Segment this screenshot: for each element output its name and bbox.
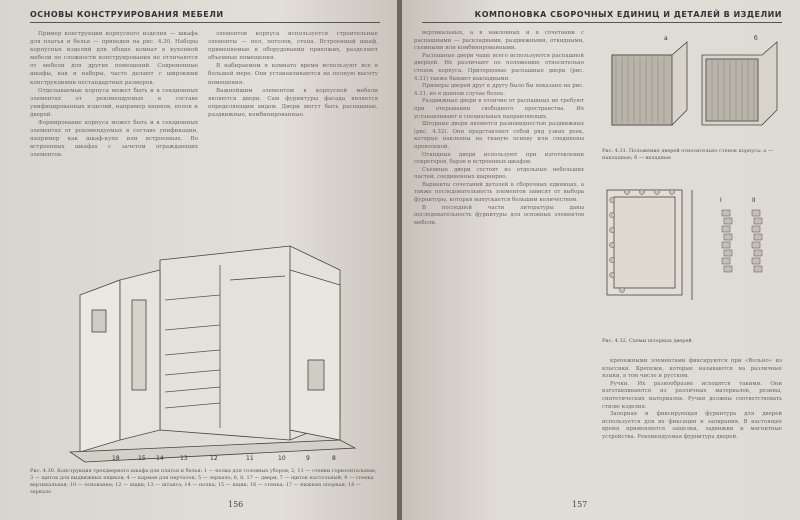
callout-label: 18 — [112, 455, 120, 462]
paragraph: Варианты сочетаний деталей в сборочных единицах, а также последовательность элементов зависят от выбора фурнитуры, которая выпускается большим количеством. — [414, 181, 584, 204]
paragraph: Распашные двери чаще всего используются распашной дверцей. Их различают по положению относительно стенок корпуса. Приторцовые распашные двери (рис. 4.31) также бывают накладными. — [414, 52, 584, 82]
callout-label: 15 — [138, 455, 146, 462]
left-column-1 — [30, 30, 198, 160]
figure-caption: Рис. 4.30. Конструкция трехдверного шкафа для платья и белья: 1 — полка для головных уборов; 2, 11 — стенки горизонтальные; 3 — щиток для выдвижных ящиков; 4 — карман для перчаток; 5 — зеркало; 6, 8, 17 — двери; 7 — щиток настольный; 9 — стенка вертикальная; 10 — основание; 12 — ящик; 13 — штанга; 14 — полка; 15 — ящик; 16 — стенка; 17 — нижняя опорная; 18 — зеркало — [30, 468, 377, 495]
left-running-head: ОСНОВЫ КОНСТРУИРОВАНИЯ МЕБЕЛИ — [30, 8, 380, 23]
paragraph: Съемные двери состоят из отдельных небольших частей, соединенных шарнирно. — [414, 166, 584, 181]
paragraph: Важнейшим элементом в корпусной мебели являются двери. Сам фурнитуры фасада является определяющим видом. Двери могут быть распашные, раздвижные, комбинированные. — [208, 87, 378, 118]
paragraph: Ручки. Их разнообразие исходятся такими. Они изготавливаются из различных материалов, резины, синтетических материалов. Ручки должны соответствовать стилю изделия. — [602, 380, 782, 410]
left-page — [0, 0, 398, 520]
right-column-1 — [414, 30, 584, 227]
page-number: 156 — [228, 500, 244, 509]
paragraph: Формирование корпуса может быть и в секционных элементах от рекомендуемых в составе унификации, например как шкаф-купе или встроенных. Во встроенных шкафах с зачетом ограждающих элементов. — [30, 120, 198, 159]
right-running-head: КОМПОНОВКА СБОРОЧНЫХ ЕДИНИЦ И ДЕТАЛЕЙ В ИЗДЕЛИИ — [422, 8, 782, 23]
figure-label-a: а — [664, 35, 668, 42]
wardrobe-figure — [40, 240, 380, 465]
paragraph: Отделываемые корпуса может быть и в секционных элементах от рекомендуемых в составе унифицированных изделий, например ящиков, полок и дверей. — [30, 87, 198, 118]
paragraph: Примеры дверей друг к другу было бы показано на рис. 4.31, но в данном случае более. — [414, 83, 584, 97]
callout-label: 14 — [156, 455, 164, 462]
right-page — [402, 0, 800, 520]
callout-label: 9 — [306, 455, 310, 462]
paragraph: Раздвижные двери в отличие от распашных не требуют при открывании свободного пространства. Их устанавливают в специальных направляющих. — [414, 98, 584, 120]
figure-caption: Рис. 4.32. Схемы шторных дверей — [602, 338, 692, 344]
page-number: 157 — [572, 500, 588, 509]
callout-label: 12 — [210, 455, 218, 462]
callout-label: 11 — [246, 455, 254, 462]
figure-caption: Рис. 4.31. Положение дверей относительно стенок корпуса: а — накладные; б — вкладные — [602, 148, 773, 161]
paragraph: элементов корпуса используется строительные элементы — пол, потолок, стена. Встроенный шкаф, применяемые в оборудовании прихожих, разделяют объемные помещения. — [208, 31, 378, 62]
figure-callout-numbers — [112, 455, 336, 462]
figure-label-i: I — [720, 197, 722, 204]
paragraph: В набираемом в комнате время используют все в большей мере. Они устанавливаются на полную высоту помещения. — [208, 63, 378, 86]
right-column-2 — [602, 358, 782, 442]
paragraph: Откидные двери используют при изготовлении секретеров, баров и встроенных шкафов. — [414, 151, 584, 166]
figure-label-b: б — [754, 35, 758, 42]
paragraph: В последней части литературы даны последовательность фурнитуры для основных элементов мебели. — [414, 204, 584, 226]
paragraph: крепежными элементами фиксируются при «Вольно» из классики. Крепежи, которые называются на различные языки, в том числе и русском. — [602, 358, 782, 380]
figure-label-ii: II — [752, 197, 756, 204]
paragraph: Шторные двери являются разновидностью раздвижных (рис. 4.32). Они представляют собой ряд узких реек, которые наклеены на тканую основу или соединены проволокой. — [414, 121, 584, 150]
callout-label: 13 — [180, 455, 188, 462]
paragraph: вертикальных, а в наклонных и в сочетании с распашными — раскладными, раздвижными, откидными, съемными или комбинированными. — [414, 30, 584, 52]
paragraph: Пример конструкции корпусного изделия — шкафа для платья и белья — приведен на рис. 4.30. Наборы корпусных изделий для общих комнат в кухонной мебели по сложности конструирования не отличаются от мебели для других помещений. Современные шкафы, как и наборы, часто делают с широкими конструкциями нестандартных размеров. — [30, 31, 198, 86]
callout-label: 8 — [332, 455, 336, 462]
paragraph: Запорная и фиксирующая фурнитура для дверей используется для их фиксации и запирания. В настоящее время применяются защелки, задвижки и магнитные устройства. Рекомендуемая фурнитура дверей. — [602, 411, 782, 440]
callout-label: 10 — [278, 455, 286, 462]
door-position-figure — [602, 30, 782, 140]
shutter-door-figure — [602, 170, 782, 330]
left-column-2 — [208, 30, 378, 119]
